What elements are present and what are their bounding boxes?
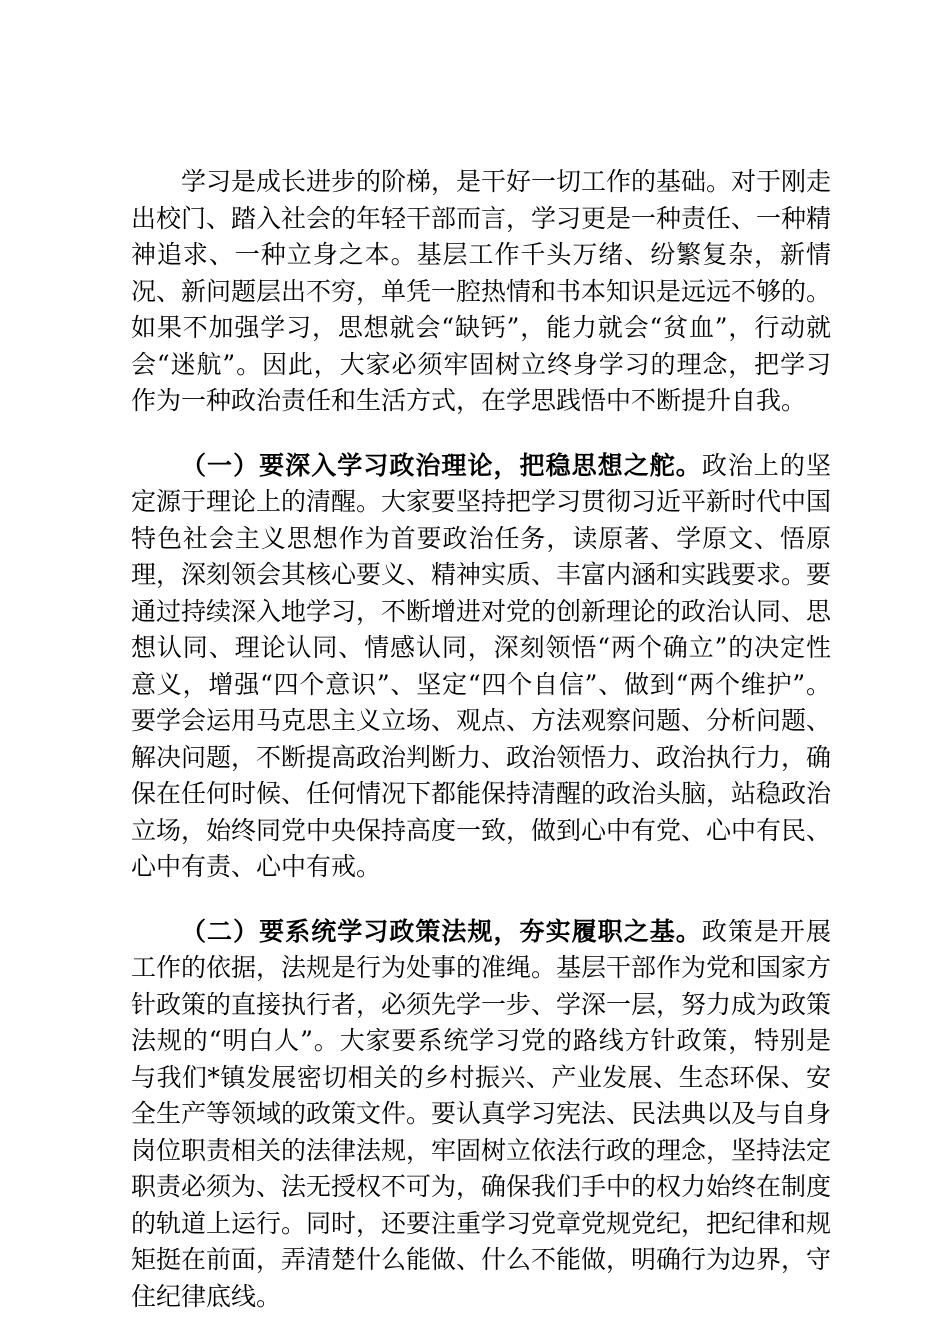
paragraph-text: 学习是成长进步的阶梯，是干好一切工作的基础。对于刚走出校门、踏入社会的年轻干部而言，学习更是一种责任、一种精神追求、一种立身之本。基层工作千头万绪、纷繁复杂，新情况、新问题层出不穷，单凭一腔热情和书本知识是远远不够的。如果不加强学习，思想就会“缺钙”，能力就会“贫血”，行动就会“迷航”。因此，大家必须牢固树立终身学习的理念，把学习作为一种政治责任和生活方式，在学思践悟中不断提升自我。 bbox=[131, 167, 832, 415]
paragraph-section-1 bbox=[131, 448, 831, 886]
paragraph-text: 政治上的坚定源于理论上的清醒。大家要坚持把学习贯彻习近平新时代中国特色社会主义思想作为首要政治任务，读原著、学原文、悟原理，深刻领会其核心要义、精神实质、丰富内涵和实践要求。要通过持续深入地学习，不断增进对党的创新理论的政治认同、思想认同、理论认同、情感认同，深刻领悟“两个确立”的决定性意义，增强“四个意识”、坚定“四个自信”、做到“两个维护”。要学会运用马克思主义立场、观点、方法观察问题、分析问题、解决问题，不断提高政治判断力、政治领悟力、政治执行力，确保在任何时候、任何情况下都能保持清醒的政治头脑，站稳政治立场，始终同党中央保持高度一致，做到心中有党、心中有民、心中有责、心中有戒。 bbox=[131, 450, 832, 881]
paragraph-text: 政策是开展工作的依据，法规是行为处事的准绳。基层干部作为党和国家方针政策的直接执行者，必须先学一步、学深一层，努力成为政策法规的“明白人”。大家要系统学习党的路线方针政策，特别是与我们*镇发展密切相关的乡村振兴、产业发展、生态环保、安全生产等领域的政策文件。要认真学习宪法、民法典以及与自身岗位职责相关的法律法规，牢固树立依法行政的理念，坚持法定职责必须为、法无授权不可为，确保我们手中的权力始终在制度的轨道上运行。同时，还要注重学习党章党规党纪，把纪律和规矩挺在前面，弄清楚什么能做、什么不能做，明确行为边界，守住纪律底线。 bbox=[131, 916, 832, 1311]
document-body bbox=[131, 164, 831, 1315]
paragraph-intro bbox=[131, 164, 831, 420]
section-heading: （二）要系统学习政策法规，夯实履职之基。 bbox=[181, 916, 702, 946]
section-heading: （一）要深入学习政治理论，把稳思想之舵。 bbox=[181, 450, 702, 480]
paragraph-section-2 bbox=[131, 914, 831, 1316]
